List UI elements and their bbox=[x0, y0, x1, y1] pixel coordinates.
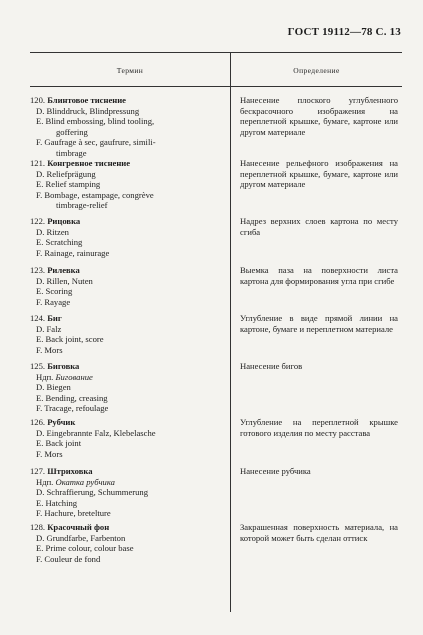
term-translation-line: E. Bending, creasing bbox=[36, 392, 108, 403]
term-cell bbox=[30, 158, 226, 211]
term-cell bbox=[30, 466, 226, 519]
term-translation-line: F. Bombage, estampage, congrève bbox=[36, 189, 154, 200]
term-russian: Биговка bbox=[47, 361, 80, 371]
term-translation-line: F. Hachure, bretelture bbox=[36, 508, 111, 519]
definition-cell: Нанесение рубчика bbox=[240, 466, 311, 476]
definition-cell: Нанесение плоского углубленного бескрасочного изображения на переплетной крышке, бумаге, картоне или другом материале bbox=[240, 95, 398, 137]
term-translation-line: F. Gaufrage à sec, gaufrure, simili- bbox=[36, 137, 156, 148]
term-deprecated-line: Ндп. Бигование bbox=[36, 371, 93, 382]
term-number: 124. bbox=[30, 313, 48, 323]
term-translation-line: E. Blind embossing, blind tooling, bbox=[36, 116, 155, 127]
term-translation-line: D. Ritzen bbox=[36, 226, 69, 237]
term-russian: Рубчик bbox=[47, 417, 76, 427]
term-cell bbox=[30, 313, 226, 355]
table-top-rule bbox=[30, 52, 402, 53]
definition-cell: Нанесение бигов bbox=[240, 361, 303, 371]
term-title bbox=[30, 522, 226, 533]
term-number: 128. bbox=[30, 522, 48, 532]
term-translation-line: E. Relief stamping bbox=[36, 179, 101, 190]
term-number: 127. bbox=[30, 466, 48, 476]
term-cell bbox=[30, 265, 226, 307]
term-translation-line: D. Biegen bbox=[36, 382, 71, 393]
term-translation-line: D. Falz bbox=[36, 323, 62, 334]
term-title bbox=[30, 158, 226, 169]
term-translation-line: F. Rainage, rainurage bbox=[36, 247, 110, 258]
term-translation-line: timbrage bbox=[56, 147, 87, 158]
term-russian: Конгревное тиснение bbox=[47, 158, 131, 168]
term-number: 122. bbox=[30, 216, 48, 226]
term-russian: Рицовка bbox=[47, 216, 81, 226]
term-number: 123. bbox=[30, 265, 48, 275]
term-number: 120. bbox=[30, 95, 48, 105]
term-russian: Рилевка bbox=[47, 265, 80, 275]
definition-column-header: Определение bbox=[293, 66, 340, 75]
definition-cell: Углубление в виде прямой линии на картоне, бумаге и переплетном материале bbox=[240, 313, 398, 334]
term-translation-line: E. Scoring bbox=[36, 286, 73, 297]
term-translation-line: E. Prime colour, colour base bbox=[36, 543, 134, 554]
term-cell bbox=[30, 417, 226, 459]
term-title bbox=[30, 95, 226, 106]
term-cell bbox=[30, 361, 226, 414]
term-cell bbox=[30, 95, 226, 159]
term-number: 126. bbox=[30, 417, 48, 427]
term-russian: Блинтовое тиснение bbox=[47, 95, 126, 105]
definition-cell: Надрез верхних слоев картона по месту сгиба bbox=[240, 216, 398, 237]
term-column-header: Термин bbox=[116, 66, 144, 75]
terms-table bbox=[30, 52, 402, 612]
term-number: 125. bbox=[30, 361, 48, 371]
term-deprecated-line: Ндп. Окатка рубчика bbox=[36, 476, 115, 487]
definition-cell: Выемка паза на поверхности листа картона для формирования угла при сгибе bbox=[240, 265, 398, 286]
term-translation-line: timbrage-relief bbox=[56, 200, 108, 211]
definition-cell: Нанесение рельефного изображения на переплетной крышке, бумаге, картоне или другом материале bbox=[240, 158, 398, 190]
term-russian: Красочный фон bbox=[47, 522, 110, 532]
term-translation-line: D. Blinddruck, Blindpressung bbox=[36, 105, 140, 116]
term-translation-line: D. Schraffierung, Schummerung bbox=[36, 487, 149, 498]
term-cell bbox=[30, 522, 226, 564]
term-translation-line: E. Back joint bbox=[36, 438, 82, 449]
term-title bbox=[30, 265, 226, 276]
term-cell bbox=[30, 216, 226, 258]
term-translation-line: E. Hatching bbox=[36, 497, 78, 508]
term-translation-line: F. Rayage bbox=[36, 296, 71, 307]
page-header: ГОСТ 19112—78 С. 13 bbox=[287, 26, 401, 38]
term-translation-line: F. Mors bbox=[36, 344, 63, 355]
term-russian: Штриховка bbox=[47, 466, 93, 476]
term-title bbox=[30, 466, 226, 477]
term-translation-line: goffering bbox=[56, 126, 88, 137]
term-translation-line: D. Grundfarbe, Farbenton bbox=[36, 532, 126, 543]
column-divider bbox=[230, 52, 231, 612]
term-translation-line: E. Back joint, score bbox=[36, 334, 104, 345]
header-bottom-rule bbox=[30, 86, 402, 87]
term-translation-line: D. Rillen, Nuten bbox=[36, 275, 93, 286]
term-title bbox=[30, 361, 226, 372]
term-translation-line: D. Eingebrannte Falz, Klebelasche bbox=[36, 427, 156, 438]
term-translation-line: F. Tracage, refoulage bbox=[36, 403, 109, 414]
term-title bbox=[30, 417, 226, 428]
definition-cell: Углубление на переплетной крышке готового изделия по месту расстава bbox=[240, 417, 398, 438]
definition-cell: Закрашенная поверхность материала, на которой может быть сделан оттиск bbox=[240, 522, 398, 543]
term-russian: Биг bbox=[47, 313, 62, 323]
term-translation-line: F. Mors bbox=[36, 448, 63, 459]
term-title bbox=[30, 313, 226, 324]
term-translation-line: E. Scratching bbox=[36, 237, 83, 248]
term-number: 121. bbox=[30, 158, 48, 168]
term-title bbox=[30, 216, 226, 227]
term-translation-line: D. Reliefprägung bbox=[36, 168, 96, 179]
term-translation-line: F. Couleur de fond bbox=[36, 553, 101, 564]
